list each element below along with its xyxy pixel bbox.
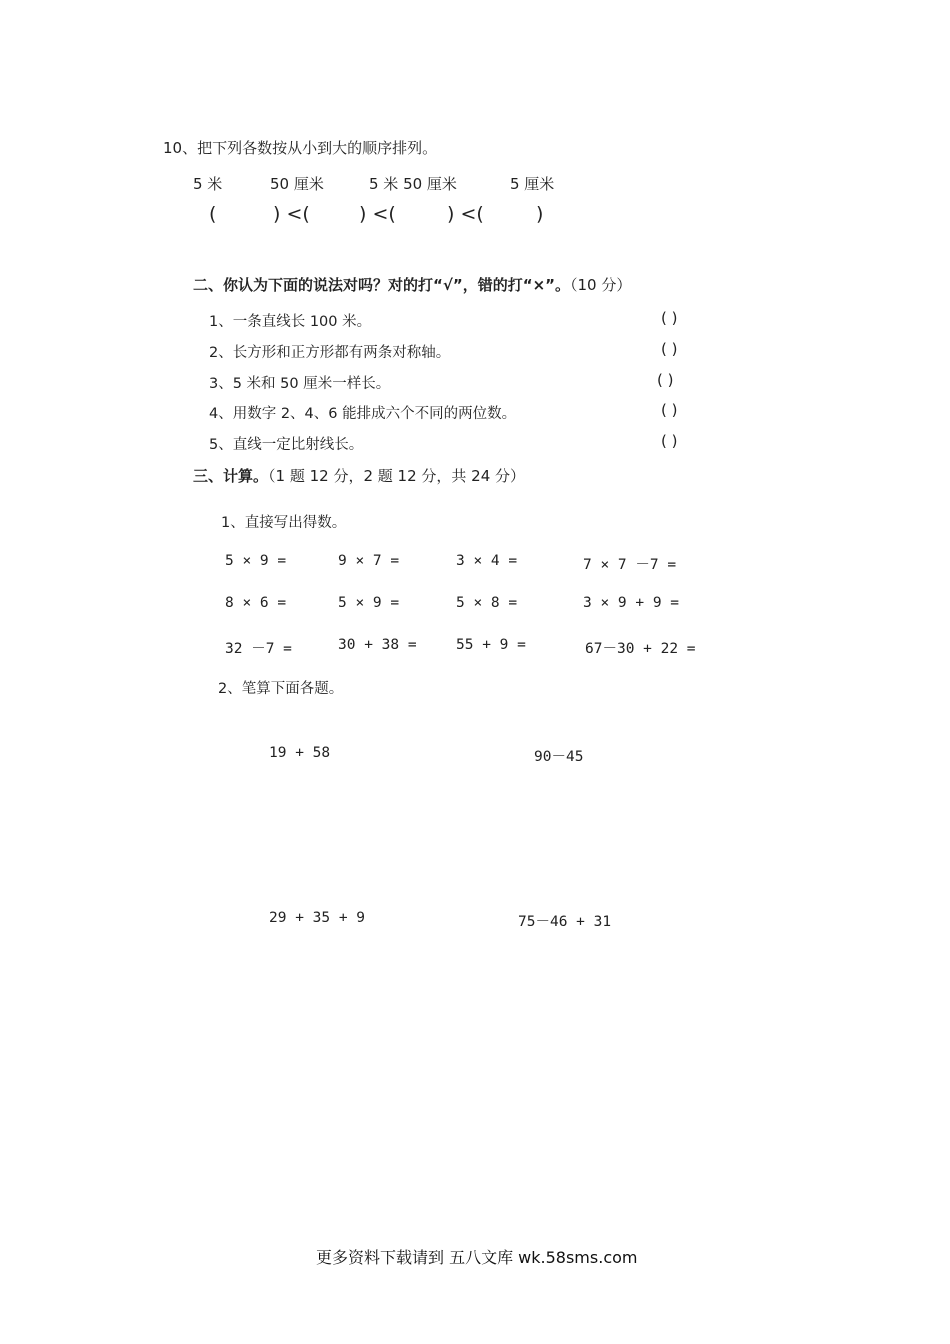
answer-bracket-2[interactable]: ( ) (661, 340, 678, 358)
statement-5: 5、直线一定比射线长。 (209, 437, 364, 453)
calc-item: 5 × 9 = (338, 595, 400, 611)
written-calc-item: 19 + 58 (269, 745, 331, 761)
blank-less-than-3: ) <( (447, 203, 484, 225)
sub-question-2: 2、笔算下面各题。 (218, 681, 344, 697)
blank-close: ) (536, 203, 544, 225)
question-10-title: 10、把下列各数按从小到大的顺序排列。 (163, 139, 438, 157)
answer-bracket-1[interactable]: ( ) (661, 309, 678, 327)
calc-item: 30 + 38 = (338, 637, 417, 653)
statement-1: 1、一条直线长 100 米。 (209, 314, 372, 330)
sub-question-1: 1、直接写出得数。 (221, 515, 347, 531)
calc-item: 32 －7 = (225, 641, 292, 657)
section-3-title: 三、计算。 (193, 467, 269, 485)
calc-item: 9 × 7 = (338, 553, 400, 569)
section-2-points: （10 分） (570, 276, 632, 294)
answer-bracket-5[interactable]: ( ) (661, 432, 678, 450)
answer-bracket-4[interactable]: ( ) (661, 401, 678, 419)
footer-download-link[interactable]: 更多资料下载请到 五八文库 wk.58sms.com (316, 1248, 638, 1267)
blank-open: ( (209, 203, 217, 225)
section-3-heading (193, 465, 525, 486)
statement-4: 4、用数字 2、4、6 能排成六个不同的两位数。 (209, 406, 517, 422)
section-2-title: 二、你认为下面的说法对吗？对的打“√”，错的打“×”。 (193, 276, 571, 294)
calc-item: 5 × 8 = (456, 595, 518, 611)
calc-item: 67－30 + 22 = (585, 641, 696, 657)
calc-item: 8 × 6 = (225, 595, 287, 611)
section-3-points: （1 题 12 分，2 题 12 分，共 24 分） (268, 467, 526, 485)
blank-less-than-2: ) <( (359, 203, 396, 225)
option-5cm: 5 厘米 (510, 175, 555, 193)
calc-item: 3 × 4 = (456, 553, 518, 569)
blank-less-than-1: ) <( (273, 203, 310, 225)
statement-2: 2、长方形和正方形都有两条对称轴。 (209, 345, 451, 361)
calc-item: 3 × 9 + 9 = (583, 595, 680, 611)
calc-item: 7 × 7 －7 = (583, 557, 677, 573)
statement-3: 3、5 米和 50 厘米一样长。 (209, 376, 391, 392)
written-calc-item: 75－46 + 31 (518, 914, 612, 930)
answer-bracket-3[interactable]: ( ) (657, 371, 674, 389)
written-calc-item: 90－45 (534, 749, 584, 765)
option-5m: 5 米 (193, 175, 223, 193)
calc-item: 5 × 9 = (225, 553, 287, 569)
option-5m50cm: 5 米 50 厘米 (369, 175, 457, 193)
option-50cm: 50 厘米 (270, 175, 324, 193)
calc-item: 55 + 9 = (456, 637, 526, 653)
written-calc-item: 29 + 35 + 9 (269, 910, 366, 926)
section-2-heading (193, 274, 631, 295)
